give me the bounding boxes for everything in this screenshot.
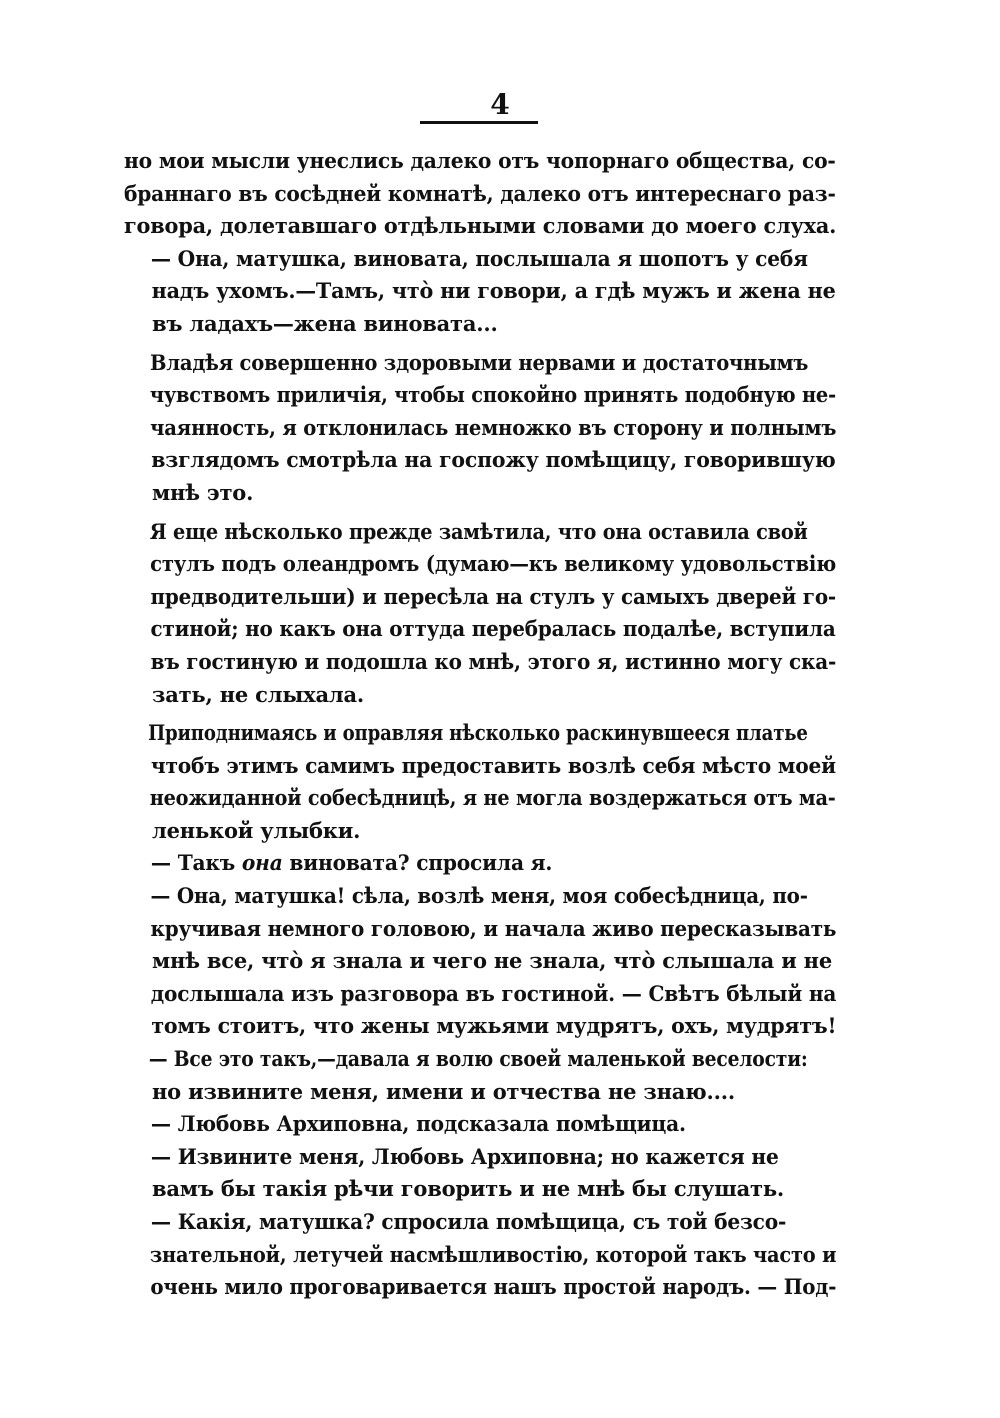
header-rule [420,121,538,124]
text-line: говора, долетавшаго отдѣльными словами до моего слуха. [124,213,836,239]
text-segment: — Такъ [150,850,242,876]
text-line: чаянность, я отклонилась немножко въ сторону и полнымъ [150,414,836,440]
text-line: — Любовь Архиповна, подсказала помѣщица. [150,1111,686,1137]
text-line: вамъ бы такія рѣчи говорить и не мнѣ бы слушать. [152,1176,785,1202]
text-line: но мои мысли унеслись далеко отъ чопорнаго общества, со- [124,148,836,173]
paragraph [124,145,836,243]
text-line: зать, не слыхала. [152,681,365,707]
text-line: — Все это такъ,—давала я волю своей маленькой веселости: [148,1046,808,1072]
text-line: знательной, летучей насмѣшливостію, которой такъ часто и [149,1241,836,1267]
text-line: чтобъ этимъ самимъ предоставить возлѣ себя мѣсто моей [150,752,836,778]
paragraph [124,847,836,880]
text-line: надъ ухомъ.—Тамъ, что̀ ни говори, а гдѣ мужъ и жена не [151,278,836,304]
text-line: въ гостиную и подошла ко мнѣ, этого я, истинно могу ска- [150,648,836,674]
text-line: — Извините меня, Любовь Архиповна; но кажется не [150,1143,779,1169]
paragraph [124,1108,836,1141]
text-line: — Она, матушка, виновата, послышала я шопотъ у себя [150,245,808,271]
text-line: дослышала изъ разговора въ гостиной. — Свѣтъ бѣлый на [150,980,836,1006]
paragraph [124,243,836,341]
text-line: мнѣ это. [152,479,254,505]
italic-word: она [241,850,283,876]
text-line: предводительши) и пересѣла на стулъ у самыхъ дверей го- [150,583,836,609]
paragraph [124,1206,836,1304]
text-line: — Она, матушка! сѣла, возлѣ меня, моя собесѣдница, по- [150,883,808,909]
page-number: 4 [490,88,510,121]
text-line: кручивая немного головою, и начала живо пересказывать [150,915,836,941]
page-header [0,90,1000,120]
paragraph [124,347,836,510]
paragraph [124,516,836,712]
text-line: но извините меня, имени и отчества не знаю.... [152,1078,735,1104]
text-line [124,847,808,880]
paragraph [124,1141,836,1206]
text-line: стулъ подъ олеандромъ (думаю—къ великому удовольствію [150,551,836,577]
text-line: мнѣ все, что̀ я знала и чего не знала, что̀ слышала и не [152,948,833,974]
text-line: ленькой улыбки. [152,817,361,843]
paragraph [124,880,836,1043]
text-line: Приподнимаясь и оправляя нѣсколько раскинувшееся платье [148,720,808,746]
text-line: браннаго въ сосѣдней комнатѣ, далеко отъ интереснаго раз- [124,180,836,206]
text-line: — Какія, матушка? спросила помѣщица, съ той безсо- [150,1209,787,1234]
text-line: взглядомъ смотрѣла на госпожу помѣщицу, говорившую [151,447,836,473]
text-line: неожиданной собесѣдницѣ, я не могла воздержаться отъ ма- [149,785,836,811]
text-line: въ ладахъ—жена виновата... [152,310,498,336]
text-line: Владѣя совершенно здоровыми нервами и достаточнымъ [150,349,809,375]
paragraph [124,1043,836,1108]
text-segment: виновата? спросила я. [282,850,553,876]
text-line: томъ стоитъ, что жены мужьями мудрятъ, охъ, мудрятъ! [151,1013,836,1039]
text-line: стиной; но какъ она оттуда перебралась подалѣе, вступила [150,616,836,642]
paragraph [124,717,836,847]
body-text [124,145,836,1305]
text-line: Я еще нѣсколько прежде замѣтила, что она оставила свой [149,518,808,544]
text-line: очень мило проговаривается нашъ простой народъ. — Под- [150,1274,836,1300]
text-line: чувствомъ приличія, чтобы спокойно принять подобную не- [149,382,836,408]
